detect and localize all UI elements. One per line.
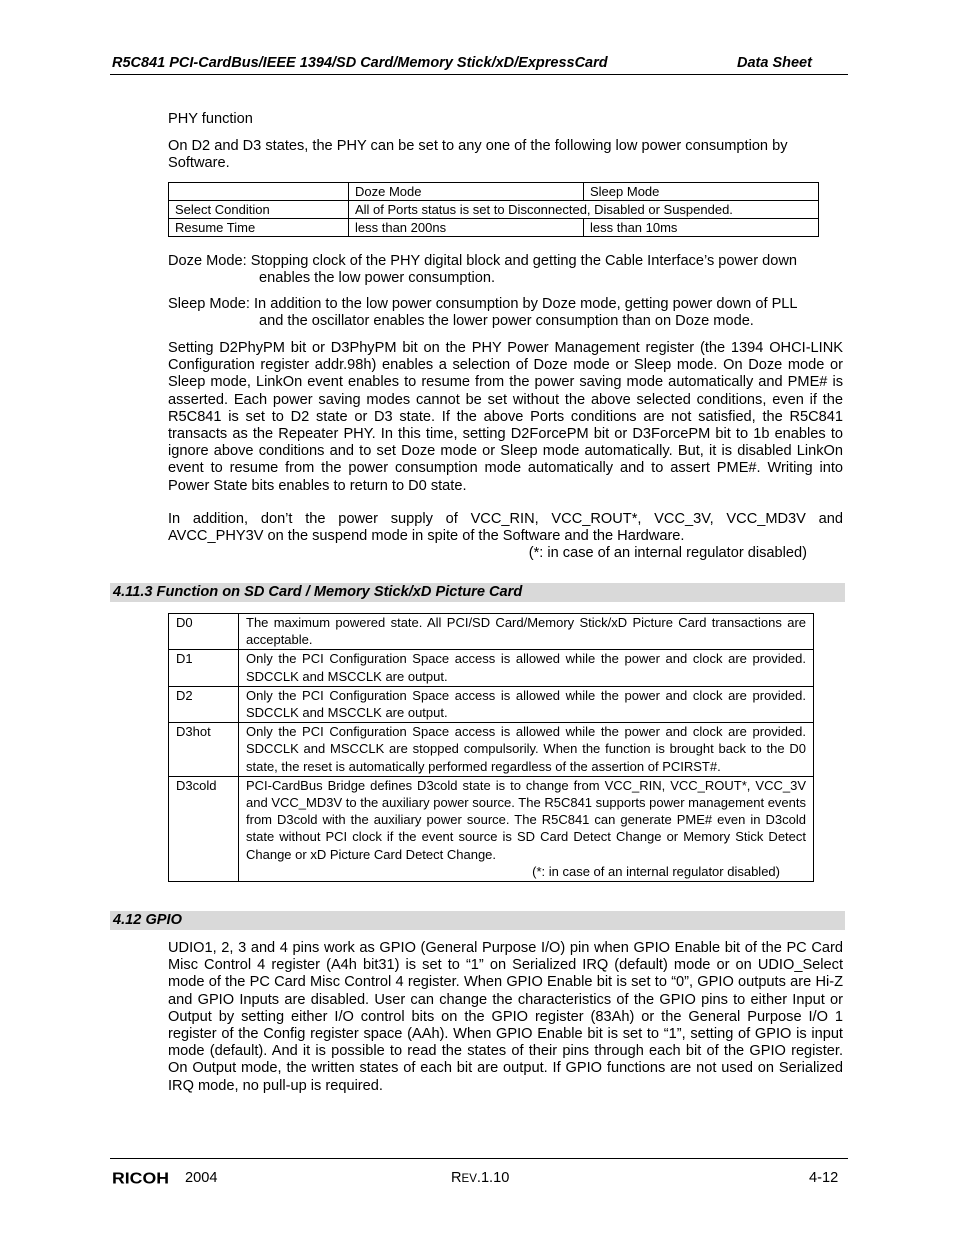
sleep-mode-continuation: and the oscillator enables the lower power consumption than on Doze mode.	[259, 313, 754, 330]
table-row	[169, 723, 814, 777]
phy-heading: PHY function	[168, 111, 253, 127]
phy-intro: On D2 and D3 states, the PHY can be set to any one of the following low power consumption by Software.	[168, 138, 788, 172]
phy-paragraph-1: Setting D2PhyPM bit or D3PhyPM bit on the PHY Power Management register (the 1394 OHCI-LINK Configuration register addr.98h) enables a selection of Doze mode or Sleep mode. On Doze mode or Sleep mode, LinkOn event enables to resume from the power saving mode automatically and PME# is asserted. Each power saving modes cannot be set without the above selected conditions, even if the R5C841 is set to D2 state or D3 state. If the above Ports conditions are not satisfied, the R5C841 transacts as the Repeater PHY. In this time, setting D2ForcePM bit or D3ForcePM bit to 1b enables to ignore above conditions and to set Doze mode or Sleep mode automatically. But, it is disabled LinkOn event to resume from the power consumption mode automatically and to assert PME#. Writing into Power State bits enables to return to D0 state.	[168, 340, 843, 494]
phy-paragraph-2: In addition, don’t the power supply of VCC_RIN, VCC_ROUT*, VCC_3V, VCC_MD3V and AVCC_PHY3V on the suspend mode in spite of the Software and the Hardware.	[168, 511, 843, 545]
footer-year: 2004	[185, 1170, 218, 1186]
desc-cell: Only the PCI Configuration Space access is allowed while the power and clock are provided. SDCCLK and MSCCLK are output.	[239, 686, 814, 722]
table-cell: All of Ports status is set to Disconnected, Disabled or Suspended.	[349, 201, 819, 219]
table-row	[169, 183, 819, 201]
state-cell: D1	[169, 650, 239, 686]
footer-divider	[110, 1158, 848, 1159]
desc-cell	[239, 776, 814, 881]
header-title: R5C841 PCI-CardBus/IEEE 1394/SD Card/Memory Stick/xD/ExpressCard	[112, 55, 608, 71]
table-row	[169, 650, 814, 686]
table-header-cell: Sleep Mode	[584, 183, 819, 201]
table-row	[169, 776, 814, 881]
doze-mode-continuation: enables the low power consumption.	[259, 270, 496, 287]
doze-mode-lead: Doze Mode: Stopping clock of the PHY digital block and getting the Cable Interface’s power down	[168, 253, 797, 269]
section-heading-sd	[110, 583, 845, 602]
ricoh-logo	[111, 1169, 171, 1186]
table-header-cell	[169, 183, 349, 201]
sd-power-state-table	[168, 613, 814, 882]
state-cell: D2	[169, 686, 239, 722]
header-doc-type: Data Sheet	[737, 55, 812, 71]
table-row	[169, 614, 814, 650]
phy-note: (*: in case of an internal regulator disabled)	[528, 545, 807, 561]
table-row	[169, 219, 819, 237]
sleep-mode-definition	[168, 296, 843, 330]
state-cell: D0	[169, 614, 239, 650]
state-cell: D3cold	[169, 776, 239, 881]
desc-cell: The maximum powered state. All PCI/SD Card/Memory Stick/xD Picture Card transactions are acceptable.	[239, 614, 814, 650]
gpio-body: UDIO1, 2, 3 and 4 pins work as GPIO (General Purpose I/O) pin when GPIO Enable bit of the PC Card Misc Control 4 register (A4h bit31) is set to “1” on Serialized IRQ (default) mode or on UDIO_Select mode of the PC Card Misc Control 4 register. When GPIO Enable bit is set to “0”, GPIO outputs are Hi-Z and GPIO Inputs are disabled. User can change the characteristics of the GPIO pins to either Input or Output by setting either I/O control bits on the GPIO register (83Ah) or the General Purpose I/O 1 register of the Config register space (AAh). When GPIO Enable bit is set to “1”, setting of GPIO is input mode (default). And it is possible to read the states of their pins through each bit of the GPIO register. On Output mode, the written states of each bit are output. If GPIO functions are not used on Serialized IRQ mode, no pull-up is required.	[168, 940, 843, 1094]
sleep-mode-lead: Sleep Mode: In addition to the low power consumption by Doze mode, getting power down of PLL	[168, 296, 798, 312]
desc-text: PCI-CardBus Bridge defines D3cold state is to change from VCC_RIN, VCC_ROUT*, VCC_3V and VCC_MD3V to the auxiliary power source. The R5C841 supports power management events from D3cold with the auxiliary power source. The R5C841 can generate PME# even in D3cold state without PCI clock if the event source is SD Card Detect Change or Memory Stick Detect Change or xD Picture Card Detect Change.	[246, 777, 806, 862]
desc-cell: Only the PCI Configuration Space access is allowed while the power and clock are provided. SDCCLK and MSCCLK are stopped compulsorily. When the function is brought back to the D0 state, the reset is automatically performed regardless of the assertion of PCIRST#.	[239, 723, 814, 777]
phy-mode-table	[168, 182, 819, 237]
state-cell: D3hot	[169, 723, 239, 777]
table-header-cell: Doze Mode	[349, 183, 584, 201]
table-row	[169, 201, 819, 219]
section-heading-gpio	[110, 911, 845, 930]
desc-note: (*: in case of an internal regulator disabled)	[532, 863, 780, 879]
table-cell: less than 10ms	[584, 219, 819, 237]
page-header	[110, 54, 848, 75]
logo-text: RICOH	[112, 1170, 169, 1186]
table-cell: Select Condition	[169, 201, 349, 219]
section-title: 4.12 GPIO	[113, 912, 182, 928]
footer-page-number: 4-12	[809, 1170, 839, 1186]
doze-mode-definition	[168, 253, 843, 287]
table-cell: Resume Time	[169, 219, 349, 237]
footer-revision: REV.1.10	[451, 1170, 510, 1186]
table-cell: less than 200ns	[349, 219, 584, 237]
table-row	[169, 686, 814, 722]
desc-cell: Only the PCI Configuration Space access is allowed while the power and clock are provided. SDCCLK and MSCCLK are output.	[239, 650, 814, 686]
section-title: 4.11.3 Function on SD Card / Memory Stick/xD Picture Card	[113, 584, 523, 600]
